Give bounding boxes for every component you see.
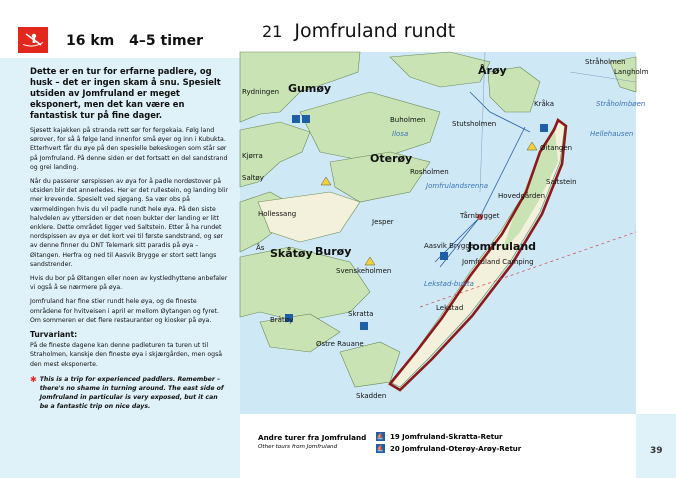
label-skadden: Skadden (356, 392, 387, 400)
label-bratoy: Brâtøy (270, 316, 294, 324)
english-text: This is a trip for experienced paddlers. Remember – there's no shame in turning around. The east side of Jomfruland in particular is very exposed, but it can be a fantastic trip on nice days. (39, 375, 224, 411)
label-ostre-rauane: Østre Rauane (316, 340, 364, 348)
label-jesper: Jesper (372, 218, 394, 226)
kayak-icon: ⛵ (376, 433, 385, 440)
route-title: Jomfruland rundt (294, 20, 456, 42)
label-saltstein: Saltstein (546, 178, 577, 186)
variant-heading: Turvariant: (30, 330, 78, 340)
paragraph-2: Når du passerer sørspissen av øya for å padle nordøstover på utsiden blir det annerledes. Her er det rullestein, og landing blir mer krevende. Spesielt ved sjøgang. Sa vær obs på værmeldingen hvis du vil padle rundt hele øya. På den siste halvdelen av yttersiden er det noen bukter der landing er litt enklere. Dette området ligger ved Saltstein. Etter å ha rundet nordspissen av øya er det kort vei til første sandstrand, og sør av denne finner du DNT Telemark sitt paradis på øya – Øitangen. Herfra og ned til Aasvik Brygge er stort sett langs sandstrender. (30, 178, 228, 268)
label-camping: Jomfruland Camping (462, 258, 534, 266)
label-aroy: Årøy (478, 64, 507, 77)
other-trip-item (376, 444, 521, 453)
kayak-icon (18, 27, 48, 53)
paragraph-3: Hvis du bor på Øitangen eller noen av kystledhyttene anbefaler vi også å se nærmere på øya. (30, 275, 228, 292)
label-tarnbygget: Tårnbygget (460, 212, 500, 220)
paragraph-1: Sjøsett kajakken på stranda rett sør for fergekaia. Følg land sørover, for så å følge land innenfor små øyer og inn i Kubukta. Etterhvert får du øye på den spesielle bøkeskogen som står sør på Jomfruland. På denne siden er det fortsatt en del sandstrand og grei landing. (30, 127, 228, 171)
label-svenskeholmen: Svenskeholmen (336, 267, 392, 275)
label-langholmen: Langholm (614, 68, 649, 76)
page-number: 39 (650, 446, 663, 456)
label-gumoy: Gumøy (288, 82, 332, 95)
label-straholmen: Stråholmen (585, 58, 626, 66)
other-trip-label: 19 Jomfruland-Skratta-Retur (390, 432, 503, 441)
label-oteroy: Oterøy (370, 152, 413, 165)
label-hellehausen: Hellehausen (590, 130, 634, 138)
label-skatoy: Skåtøy (270, 247, 313, 260)
kayak-icon: ⛵ (376, 445, 385, 452)
english-summary (30, 375, 228, 412)
label-hovedgarden: Hovedgården (498, 192, 546, 200)
label-buholmen: Buholmen (390, 116, 426, 124)
label-lekstadbukta: Lekstad-bukta (424, 280, 474, 288)
duration: 4–5 timer (129, 33, 203, 49)
label-as: Ås (256, 244, 265, 252)
other-trips-subtitle: Other tours from Jomfruland (258, 444, 338, 450)
label-kraka: Kråka (534, 100, 554, 108)
label-jomfrulandsrenna: Jomfrulandsrenna (426, 182, 489, 190)
distance: 16 km (66, 33, 115, 49)
other-trip-label: 20 Jomfruland-Oterøy-Arøy-Retur (390, 444, 522, 453)
page-title (262, 20, 455, 42)
map-drawing (240, 52, 636, 414)
route-map (240, 52, 649, 414)
paragraph-4: Jomfruland har fine stier rundt hele øya, og de fineste områdene for hvitveisen i april er mellom Øytangen og fyret. Om sommeren er det flere restauranter og kiosker på øya. (30, 298, 219, 324)
label-ilosa: Ilosa (392, 130, 409, 138)
label-saltoy: Saltøy (242, 174, 264, 182)
label-stutsholmen: Stutsholmen (452, 120, 497, 128)
label-kjorra: Kjørra (242, 152, 263, 160)
description-text (30, 66, 228, 412)
route-number: 21 (262, 22, 283, 41)
language-icon: ✱ (30, 374, 37, 384)
label-straholmboen: Stråholmbøen (596, 100, 646, 108)
label-rosholmen: Rosholmen (410, 168, 449, 176)
footer (240, 414, 636, 478)
variant-text: På de fineste dagene kan denne padleturen ta turen ut til Straholmen, kanskje den fineste øya i skjærgården, men også den mest eksponerte. (30, 342, 223, 368)
label-aasvik: Aasvik Brygge (424, 242, 475, 250)
label-skratta: Skratta (348, 310, 374, 318)
label-oitangen: Øitangen (540, 144, 573, 152)
label-jomfruland: Jomfruland (468, 240, 537, 253)
label-rydningen: Rydningen (242, 88, 280, 96)
trip-stats (66, 33, 203, 49)
label-lekstad: Lekstad (436, 304, 464, 312)
label-hollessang: Hollessang (258, 210, 297, 218)
lead-paragraph: Dette er en tur for erfarne padlere, og husk – det er ingen skam å snu. Spesielt utsiden av Jomfruland er meget eksponert, men det kan være en fantastisk tur på fine dager. (30, 66, 221, 120)
other-trip-item (376, 432, 503, 441)
other-trips-title: Andre turer fra Jomfruland (258, 433, 367, 442)
label-buroy: Burøy (315, 245, 352, 258)
